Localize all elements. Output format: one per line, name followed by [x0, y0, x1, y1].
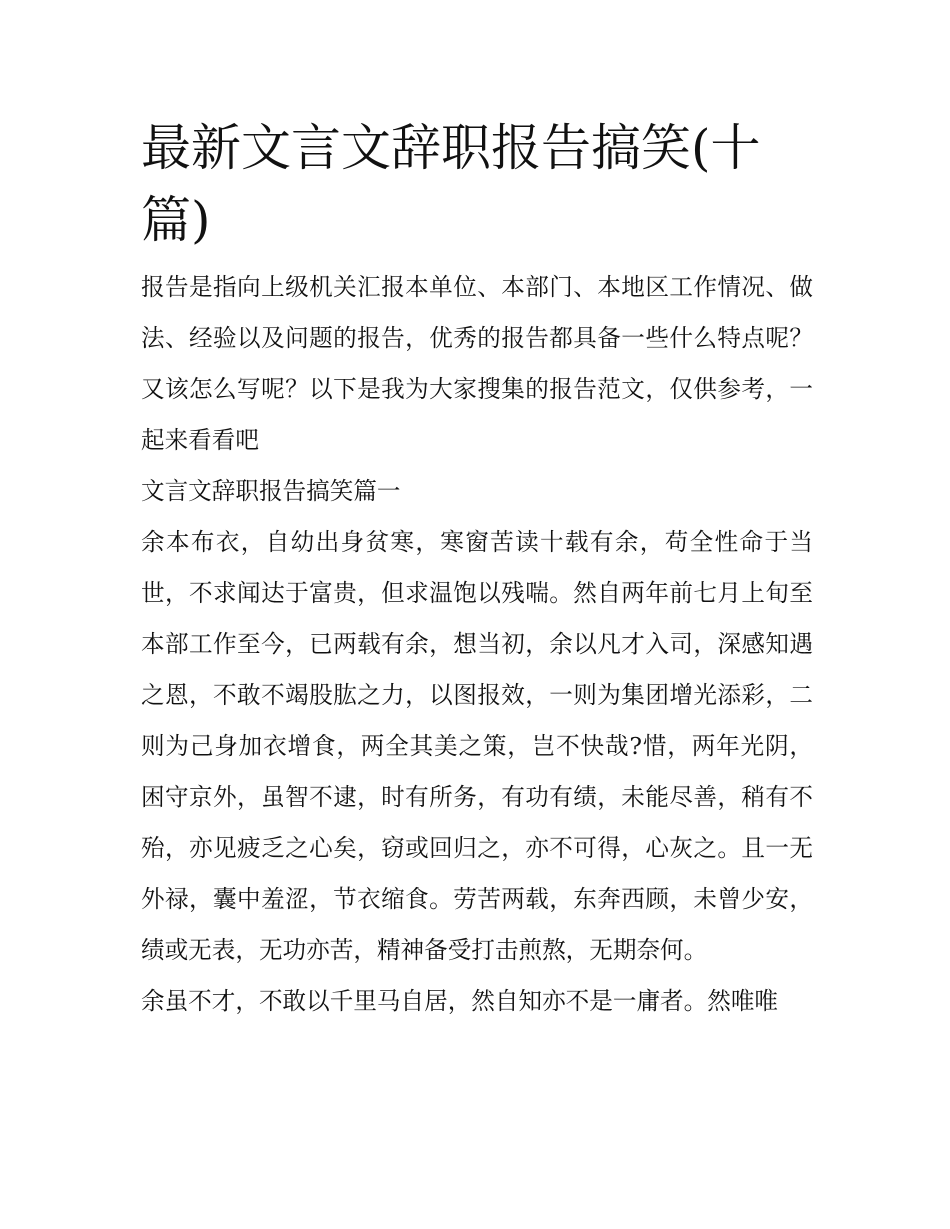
body-paragraph-2: 余虽不才，不敢以千里马自居，然自知亦不是一庸者。然唯唯 — [141, 987, 779, 1015]
body-paragraph-1: 余本布衣，自幼出身贫寒，寒窗苦读十载有余，苟全性命于当世，不求闻达于富贵，但求温饱以残喘。然自两年前七月上旬至本部工作至今，已两载有余，想当初，余以凡才入司，深感知遇之恩，不敢不竭股肱之力，以图报效，一则为集团增光添彩，二则为己身加衣增食，两全其美之策，岂不快哉?惜，两年光阴，困守京外，虽智不逮，时有所务，有功有绩，未能尽善，稍有不殆，亦见疲乏之心矣，窃或回归之，亦不可得，心灰之。且一无外禄，囊中羞涩，节衣缩食。劳苦两载，东奔西顾，未曾少安，绩或无表，无功亦苦，精神备受打击煎熬，无期奈何。 — [141, 528, 813, 964]
document-page — [141, 112, 813, 1027]
intro-paragraph: 报告是指向上级机关汇报本单位、本部门、本地区工作情况、做法、经验以及问题的报告，优秀的报告都具备一些什么特点呢？又该怎么写呢？以下是我为大家搜集的报告范文，仅供参考，一起来看看吧 — [141, 273, 813, 454]
section-heading: 文言文辞职报告搞笑篇一 — [141, 477, 401, 505]
document-title: 最新文言文辞职报告搞笑(十篇) — [141, 119, 761, 249]
